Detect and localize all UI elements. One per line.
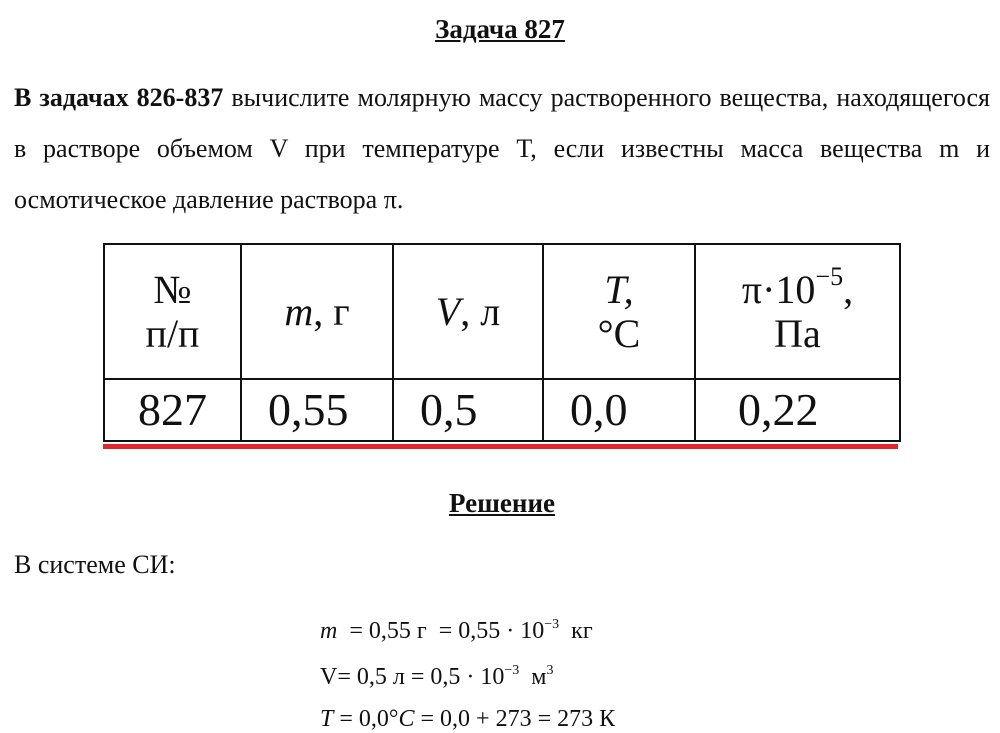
header-volume: V, л xyxy=(393,244,543,379)
si-label: В системе СИ: xyxy=(14,550,176,579)
cell-mass: 0,55 xyxy=(241,379,393,441)
table-underline xyxy=(103,444,898,449)
data-table xyxy=(103,243,901,442)
solution-heading: Решение xyxy=(449,488,555,518)
table-header-row xyxy=(104,244,900,379)
cell-temperature: 0,0 xyxy=(543,379,695,441)
problem-range: В задачах 826-837 xyxy=(14,83,224,112)
formula-volume: V= 0,5 $л = 0,5 \cdot 10^{-3}$ $м^3$ xyxy=(320,663,554,690)
page-title: Задача 827 xyxy=(435,14,565,44)
header-mass: m, г xyxy=(241,244,393,379)
problem-statement xyxy=(14,72,990,225)
formula-temperature: T = 0,0°C = 0,0 + 273 = 273 К xyxy=(320,706,616,732)
cell-pressure: 0,22 xyxy=(695,379,900,441)
cell-number: 827 xyxy=(104,379,241,441)
problem-text: вычислите молярную массу растворенного вещества, находящегося в растворе объемом V при температуре T, если известны масса вещества m и осмотическое давление раствора π. xyxy=(14,83,990,214)
header-number: № п/п xyxy=(104,244,241,379)
header-temperature: T, °C xyxy=(543,244,695,379)
header-pressure: $\pi\cdot 10^{-5}$, Па xyxy=(695,244,900,379)
table-row xyxy=(104,379,900,441)
formula-mass: m = 0,55 $г = 0,55 \cdot 10^{-3}$ кг xyxy=(320,617,593,644)
cell-volume: 0,5 xyxy=(393,379,543,441)
